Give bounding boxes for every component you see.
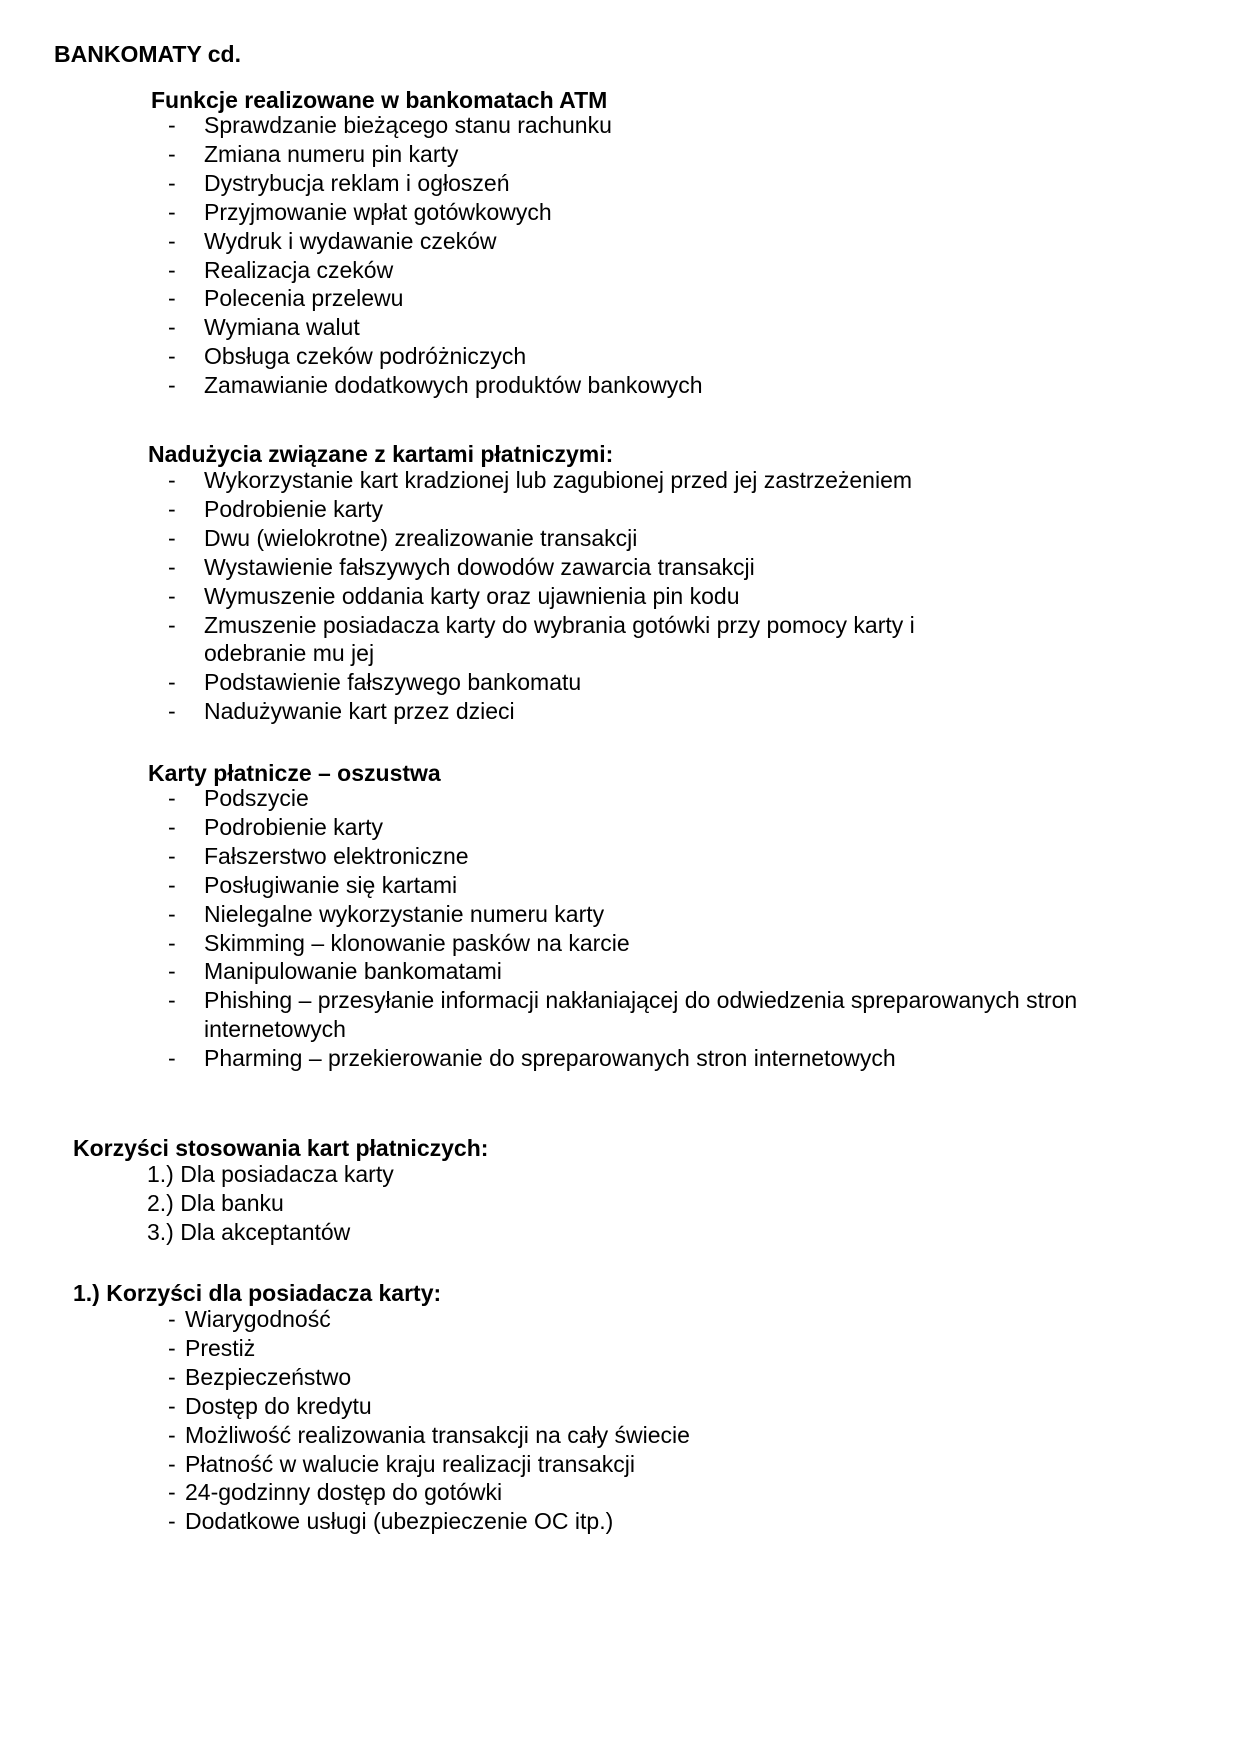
- card-fraud-list: [168, 784, 1234, 1073]
- dash-bullet: -: [168, 495, 176, 522]
- list-item-text: Podszycie: [204, 785, 309, 811]
- section-heading-card-abuse: Nadużycia związane z kartami płatniczymi:: [148, 441, 614, 467]
- document-title: BANKOMATY cd.: [54, 41, 241, 67]
- list-item: 2.) Dla banku: [147, 1189, 284, 1216]
- dash-bullet: -: [168, 698, 176, 725]
- dash-bullet: -: [168, 900, 176, 927]
- list-item: [168, 1044, 1234, 1073]
- list-item: [168, 957, 1234, 986]
- list-item-text: Obsługa czeków podróżniczych: [204, 343, 527, 370]
- section-heading-card-fraud: Karty płatnicze – oszustwa: [148, 760, 441, 786]
- dash-bullet: -: [168, 813, 176, 840]
- dash-bullet: -: [168, 467, 176, 493]
- dash-bullet: -: [168, 169, 176, 196]
- list-item: [168, 553, 1234, 582]
- list-item: [168, 582, 1234, 611]
- dash-bullet: -: [168, 1045, 176, 1072]
- dash-bullet: -: [168, 1392, 176, 1419]
- list-item: [168, 169, 1234, 198]
- list-item: [168, 1478, 690, 1507]
- list-item: [168, 668, 1234, 697]
- card-benefits-list: [147, 1160, 394, 1247]
- dash-bullet: -: [168, 929, 176, 956]
- dash-bullet: -: [168, 611, 176, 638]
- list-item: 1.) Dla posiadacza karty: [147, 1161, 394, 1187]
- list-item: [168, 111, 1234, 140]
- list-item-text: Zmuszenie posiadacza karty do wybrania gotówki przy pomocy karty i odebranie mu jej: [204, 611, 915, 667]
- list-item: [168, 813, 1234, 842]
- list-item-text: Pharming – przekierowanie do spreparowanych stron internetowych: [204, 1045, 896, 1072]
- list-item-text: Prestiż: [185, 1334, 256, 1361]
- dash-bullet: -: [168, 553, 176, 580]
- list-item: [168, 1507, 690, 1536]
- dash-bullet: -: [168, 1306, 176, 1332]
- list-item: [168, 1421, 690, 1450]
- card-abuse-list: [168, 466, 1234, 726]
- dash-bullet: -: [168, 1421, 176, 1448]
- dash-bullet: -: [168, 372, 176, 399]
- dash-bullet: -: [168, 314, 176, 341]
- dash-bullet: -: [168, 227, 176, 254]
- list-item-text: Możliwość realizowania transakcji na cały świecie: [185, 1421, 690, 1448]
- list-item: [168, 198, 1234, 227]
- list-item: [168, 342, 1234, 371]
- list-item: [168, 929, 1234, 958]
- list-item-text: Płatność w walucie kraju realizacji transakcji: [185, 1450, 635, 1477]
- list-item: [168, 140, 1234, 169]
- list-item: [168, 371, 1234, 400]
- list-item: [168, 284, 1234, 313]
- dash-bullet: -: [168, 198, 176, 225]
- dash-bullet: -: [168, 669, 176, 696]
- section-heading-cardholder-benefits: 1.) Korzyści dla posiadacza karty:: [73, 1280, 442, 1306]
- list-item-text: Dodatkowe usługi (ubezpieczenie OC itp.): [185, 1508, 614, 1535]
- list-item-text: Sprawdzanie bieżącego stanu rachunku: [204, 112, 612, 138]
- list-item-text: Wydruk i wydawanie czeków: [204, 227, 497, 254]
- dash-bullet: -: [168, 1450, 176, 1477]
- dash-bullet: -: [168, 582, 176, 609]
- dash-bullet: -: [168, 958, 176, 985]
- list-item-text: Wymuszenie oddania karty oraz ujawnienia pin kodu: [204, 582, 740, 609]
- list-item-text: Dystrybucja reklam i ogłoszeń: [204, 169, 510, 196]
- dash-bullet: -: [168, 871, 176, 898]
- list-item-text: Skimming – klonowanie pasków na karcie: [204, 929, 630, 956]
- list-item: [168, 697, 1234, 726]
- list-item-text: Wiarygodność: [185, 1306, 331, 1332]
- list-item-text: Wymiana walut: [204, 314, 360, 341]
- list-item: [168, 900, 1234, 929]
- dash-bullet: -: [168, 1363, 176, 1390]
- list-item-text: Podrobienie karty: [204, 495, 383, 522]
- list-item: [168, 524, 1234, 553]
- list-item: [168, 1334, 690, 1363]
- list-item-text: Phishing – przesyłanie informacji nakłaniającej do odwiedzenia spreparowanych stron internetowych: [204, 987, 1078, 1043]
- section-heading-card-benefits: Korzyści stosowania kart płatniczych:: [73, 1135, 489, 1161]
- list-item: [168, 784, 1234, 813]
- list-item-text: Zamawianie dodatkowych produktów bankowych: [204, 372, 703, 399]
- list-item: [168, 842, 1234, 871]
- list-item-text: Przyjmowanie wpłat gotówkowych: [204, 198, 552, 225]
- list-item-text: 24-godzinny dostęp do gotówki: [185, 1479, 503, 1506]
- list-item: [168, 313, 1234, 342]
- list-item-text: Nielegalne wykorzystanie numeru karty: [204, 900, 605, 927]
- list-item: [168, 227, 1234, 256]
- list-item-text: Podstawienie fałszywego bankomatu: [204, 669, 582, 696]
- dash-bullet: -: [168, 1479, 176, 1506]
- list-item-text: Realizacja czeków: [204, 256, 394, 283]
- dash-bullet: -: [168, 140, 176, 167]
- list-item-text: Manipulowanie bankomatami: [204, 958, 502, 985]
- list-item-text: Fałszerstwo elektroniczne: [204, 842, 469, 869]
- dash-bullet: -: [168, 256, 176, 283]
- list-item-text: Wystawienie fałszywych dowodów zawarcia transakcji: [204, 553, 755, 580]
- dash-bullet: -: [168, 842, 176, 869]
- list-item-text: Dwu (wielokrotne) zrealizowanie transakcji: [204, 524, 638, 551]
- list-item-text: Podrobienie karty: [204, 813, 383, 840]
- dash-bullet: -: [168, 785, 176, 811]
- list-item: 3.) Dla akceptantów: [147, 1218, 351, 1245]
- list-item-text: Nadużywanie kart przez dzieci: [204, 698, 515, 725]
- list-item: [168, 611, 984, 669]
- dash-bullet: -: [168, 343, 176, 370]
- cardholder-benefits-list: [168, 1305, 690, 1536]
- list-item: [168, 1450, 690, 1479]
- list-item-text: Bezpieczeństwo: [185, 1363, 352, 1390]
- list-item: [168, 1363, 690, 1392]
- list-item: [168, 495, 1234, 524]
- list-item-text: Dostęp do kredytu: [185, 1392, 372, 1419]
- dash-bullet: -: [168, 524, 176, 551]
- dash-bullet: -: [168, 987, 176, 1014]
- list-item: [168, 466, 1234, 495]
- dash-bullet: -: [168, 1508, 176, 1535]
- atm-functions-list: [168, 111, 1234, 400]
- list-item: [168, 1305, 690, 1334]
- list-item: [168, 871, 1234, 900]
- list-item: [168, 986, 1204, 1044]
- list-item-text: Wykorzystanie kart kradzionej lub zagubionej przed jej zastrzeżeniem: [204, 467, 913, 493]
- list-item-text: Posługiwanie się kartami: [204, 871, 458, 898]
- list-item-text: Polecenia przelewu: [204, 285, 404, 312]
- list-item: [168, 1392, 690, 1421]
- dash-bullet: -: [168, 112, 176, 138]
- list-item: [168, 256, 1234, 285]
- dash-bullet: -: [168, 1334, 176, 1361]
- list-item-text: Zmiana numeru pin karty: [204, 140, 459, 167]
- dash-bullet: -: [168, 285, 176, 312]
- section-heading-atm-functions: Funkcje realizowane w bankomatach ATM: [151, 87, 608, 113]
